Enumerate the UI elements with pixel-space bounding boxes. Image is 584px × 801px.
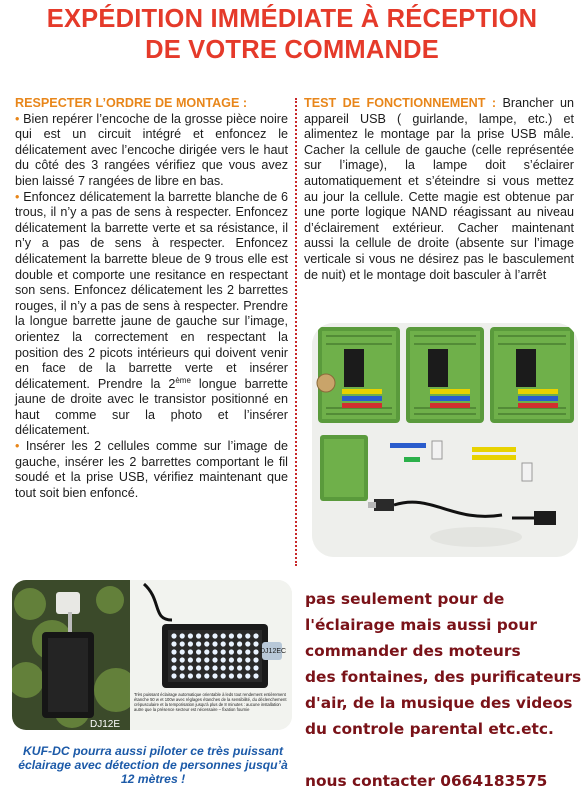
assembly-instructions (15, 96, 288, 501)
led-dot (196, 665, 201, 670)
lamp-label-right: DJ12EC (260, 648, 287, 655)
test-instructions (304, 96, 574, 283)
assembly-step-2-superscript: ème (175, 375, 191, 385)
led-dot (188, 641, 193, 646)
led-dot (245, 673, 250, 678)
led-dot (212, 657, 217, 662)
led-dot (212, 673, 217, 678)
assembly-heading: RESPECTER L’ORDRE DE MONTAGE : (15, 96, 248, 110)
led-dot (196, 649, 201, 654)
led-dot (188, 633, 193, 638)
led-dot (188, 649, 193, 654)
promo-line: commander des moteurs (305, 642, 521, 660)
headline-line-2: DE VOTRE COMMANDE (145, 36, 439, 64)
led-dot (253, 665, 258, 670)
led-dot (196, 673, 201, 678)
led-dot (245, 649, 250, 654)
lamp-caption: KUF-DC pourra aussi piloter ce très puissant éclairage avec détection de personnes jusqu’à 12 mètres ! (18, 744, 288, 786)
led-dot (237, 673, 242, 678)
assembly-step-1-text: Bien repérer l’encoche de la grosse pièce noire qui est un circuit intégré et enfoncez le délicatement avec l’encoche dirigée vers le haut du côté des 3 rangées vérifiez que vous avez bien laissé 7 rangées de libre en bas. (15, 111, 288, 188)
assembly-step-2-text: Enfoncez délicatement la barrette blanche de 6 trous, il n’y a pas de sens à respecter. Enfoncez délicatement la barrette verte et sa résistance, il n’y a pas de sens à respecter. Enfoncez délicatement la barrette bleue de 9 trous elle est double et comporte une resitance en respectant son sens. Enfoncez délicatement les 2 barrettes rouges, il n’y a pas de sens à respecter. Prendre la longue barrette jaune de gauche sur l’image, orientez la correctement en respectant la position des 2 picots intérieurs qui doivent venir en face de la barrette verte et insérer délicatement. Prendre la 2 (15, 189, 288, 391)
led-dot (221, 649, 226, 654)
led-dot (221, 673, 226, 678)
led-dot (237, 657, 242, 662)
led-dot (188, 657, 193, 662)
led-dot (253, 673, 258, 678)
bullet-icon: • (15, 111, 20, 126)
led-dot (237, 665, 242, 670)
test-heading: TEST DE FONCTIONNEMENT : (304, 96, 497, 110)
assembly-step-1 (15, 112, 288, 190)
promo-line: pas seulement pour de (305, 590, 505, 608)
contact-phone: nous contacter 0664183575 (305, 772, 548, 790)
promo-text (305, 586, 581, 742)
led-dot (171, 649, 176, 654)
led-dot (204, 633, 209, 638)
led-dot (253, 657, 258, 662)
led-dot (196, 657, 201, 662)
led-dot (212, 641, 217, 646)
headline (0, 4, 584, 66)
led-dot (171, 641, 176, 646)
promo-line: du controle parental etc.etc. (305, 720, 554, 738)
bullet-icon: • (15, 189, 20, 204)
promo-line: des fontaines, des purificateurs (305, 668, 582, 686)
led-dot (253, 641, 258, 646)
led-dot (171, 665, 176, 670)
led-dot (180, 673, 185, 678)
led-dot (180, 649, 185, 654)
led-dot (237, 633, 242, 638)
led-dot (245, 657, 250, 662)
led-dot (180, 641, 185, 646)
led-dot (204, 641, 209, 646)
led-dot (229, 633, 234, 638)
led-dot (253, 649, 258, 654)
led-dot (212, 633, 217, 638)
led-dot (221, 641, 226, 646)
led-dot (180, 633, 185, 638)
breadboard-kit-photo (312, 323, 578, 557)
led-dot (221, 633, 226, 638)
led-dot (171, 673, 176, 678)
led-dot (229, 665, 234, 670)
led-dot (180, 665, 185, 670)
led-dot (229, 657, 234, 662)
led-dot (204, 657, 209, 662)
test-body: Brancher un appareil USB ( guirlande, lampe, etc.) et alimentez le montage par la prise USB mâle. Cacher la cellule de gauche (celle représentée sur l’image), la lampe doit s’éclairer automatiquement et s’éteindre si vous mettez au jour la cellule. Cette magie est obtenue par une porte logique NAND réagissant au niveau d’éclairement extérieur. Cacher maintenant aussi la cellule de droite (absente sur l’image verticale si vous ne désirez pas le basculement de nuit) et le montage doit basculer à l’arrêt (304, 96, 575, 282)
led-dot (188, 665, 193, 670)
assembly-step-2-end: longue barrette jaune de droite avec le transistor positionné en haut comme sur la photo et l’insérer délicatement. (15, 376, 289, 438)
lamp-label-left: DJ12E (90, 719, 121, 730)
led-dot (204, 673, 209, 678)
lamp-fine-print: Très puissant éclairage automatique orientable à leds tout rendement entièrement étanche 50 w et 100w avec réglages étanches de la sensibilité, du déclenchement crépusculaire et la temporisation jusqu'à plus de 8 minutes : aucune installation autre que la présence secteur est nécessaire – fixation fournie (134, 692, 287, 712)
column-divider (295, 98, 297, 566)
led-dot (204, 665, 209, 670)
led-dot (253, 633, 258, 638)
led-dot (229, 641, 234, 646)
led-dot (221, 657, 226, 662)
led-dot (196, 633, 201, 638)
led-dot (188, 673, 193, 678)
led-dot (212, 649, 217, 654)
led-dot (229, 649, 234, 654)
led-dot (171, 657, 176, 662)
assembly-step-3 (15, 439, 288, 501)
led-dot (245, 641, 250, 646)
bullet-icon: • (15, 439, 20, 454)
led-lamp-photo (12, 580, 292, 730)
led-dot (229, 673, 234, 678)
led-dot (237, 641, 242, 646)
promo-line: d'air, de la musique des videos (305, 694, 573, 712)
led-dot (237, 649, 242, 654)
led-dot (171, 633, 176, 638)
led-dot (204, 649, 209, 654)
led-dot (245, 665, 250, 670)
promo-line: l'éclairage mais aussi pour (305, 616, 537, 634)
led-dot (196, 641, 201, 646)
assembly-step-2 (15, 190, 288, 440)
led-dot (221, 665, 226, 670)
assembly-step-3-text: Insérer les 2 cellules comme sur l’image de gauche, insérer les 2 barrettes comportant le fil soudé et la prise USB, vérifiez maintenant que tout soit bien enfoncé. (15, 439, 288, 500)
led-dot (212, 665, 217, 670)
led-dot (245, 633, 250, 638)
headline-line-1: EXPÉDITION IMMÉDIATE À RÉCEPTION (46, 5, 538, 33)
led-dot (180, 657, 185, 662)
